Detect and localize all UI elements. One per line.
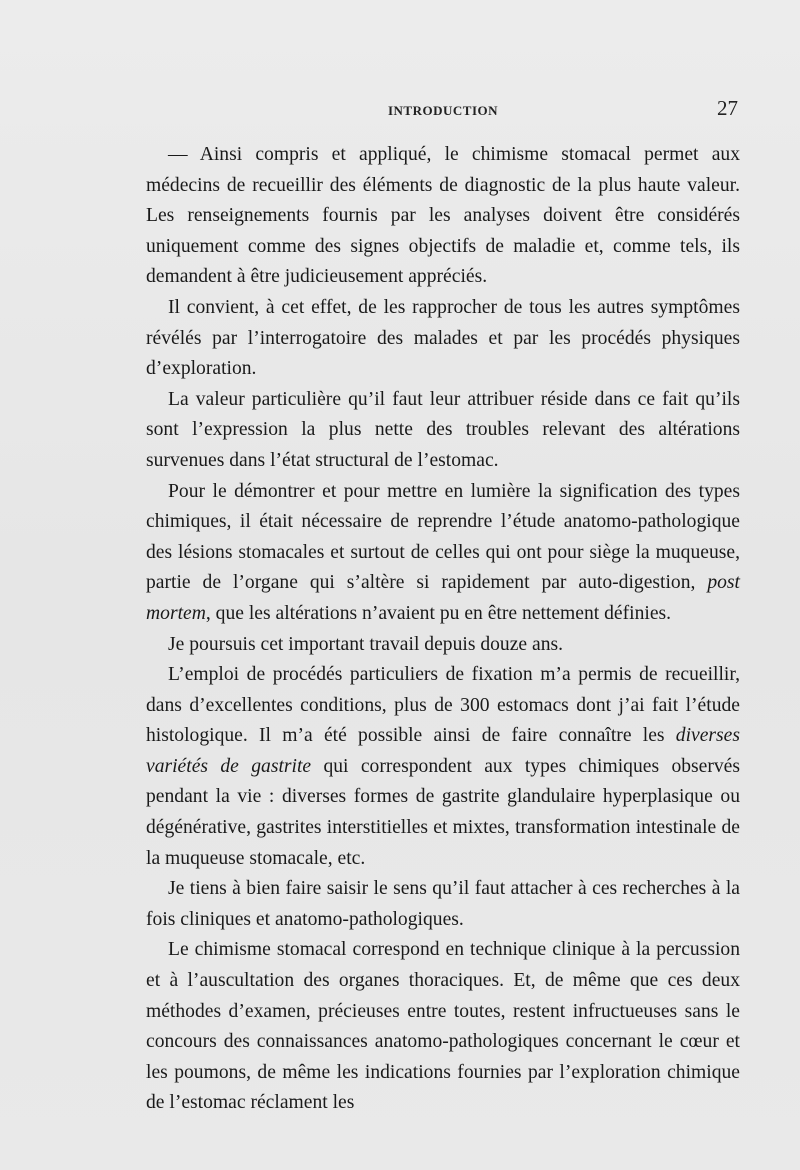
italic-run: post mortem (146, 572, 740, 624)
text-run: , que les altérations n’avaient pu en être nettement définies. (205, 602, 672, 624)
paragraph (146, 874, 740, 935)
text-run: L’emploi de procédés particuliers de fixation m’a permis de recueillir, dans d’excellentes conditions, plus de 300 estomacs dont j’ai fait l’étude histologique. Il m’a été possible ainsi de faire connaître les (146, 664, 740, 747)
paragraph (146, 140, 740, 293)
paragraph (146, 935, 740, 1119)
running-head (146, 96, 740, 126)
text-run: Pour le démontrer et pour mettre en lumière la signification des types chimiques, il était nécessaire de reprendre l’étude anatomo-pathologique des lésions stomacales et surtout de celles qui ont pour siège la muqueuse, partie de l’organe qui s’altère si rapidement par auto-digestion, (146, 480, 740, 594)
text-run: — Ainsi compris et appliqué, le chimisme stomacal permet aux médecins de recueillir des éléments de diagnostic de la plus haute valeur. Les renseignements fournis par les analyses doivent être considérés uniquement comme des signes objectifs de maladie et, comme tels, ils demandent à être judicieusement appréciés. (146, 144, 740, 288)
paragraph (146, 293, 740, 385)
text-run: Je poursuis cet important travail depuis douze ans. (168, 633, 564, 655)
running-title: INTRODUCTION (387, 103, 498, 118)
text-run: qui correspondent aux types chimiques observés pendant la vie : diverses formes de gastrite glandulaire hyperplasique ou dégénérative, gastrites interstitielles et mixtes, transformation intestinale de la muqueuse stomacale, etc. (146, 755, 741, 869)
paragraph (146, 477, 740, 630)
text-run: Le chimisme stomacal correspond en technique clinique à la percussion et à l’auscultation des organes thoraciques. Et, de même que ces deux méthodes d’examen, précieuses entre toutes, restent infructueuses sans le concours des connaissances anatomo-pathologiques concernant le cœur et les poumons, de même les indications fournies par l’exploration chimique de l’estomac réclament les (146, 939, 740, 1114)
paragraph (146, 660, 740, 874)
paragraph (146, 385, 740, 477)
text-run: La valeur particulière qu’il faut leur attribuer réside dans ce fait qu’ils sont l’expression la plus nette des troubles relevant des altérations survenues dans l’état structural de l’estomac. (146, 388, 740, 471)
page-number: 27 (717, 96, 738, 120)
text-run: Je tiens à bien faire saisir le sens qu’il faut attacher à ces recherches à la fois cliniques et anatomo-pathologiques. (146, 878, 740, 930)
text-run: Il convient, à cet effet, de les rapprocher de tous les autres symptômes révélés par l’interrogatoire des malades et par les procédés physiques d’exploration. (146, 296, 740, 380)
body-text (146, 140, 740, 1119)
paragraph (146, 630, 740, 661)
italic-run: diverses variétés de gastrite (146, 725, 740, 777)
